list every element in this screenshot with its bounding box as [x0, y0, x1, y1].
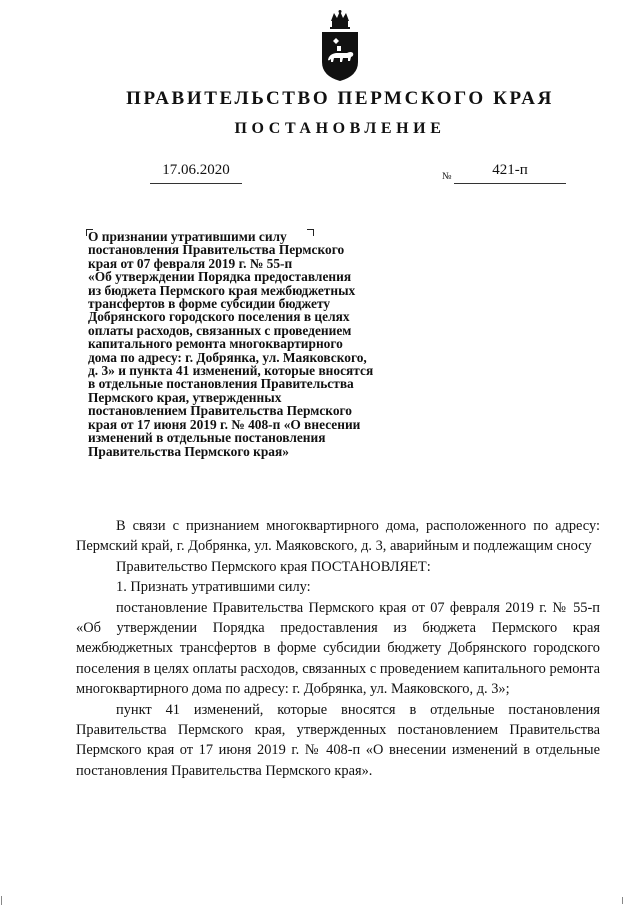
subject-line: края от 17 июня 2019 г. № 408-п «О внесении	[88, 416, 361, 432]
page-edge-mark	[622, 897, 623, 904]
page-edge-mark	[1, 896, 5, 905]
body-paragraph-resolves: Правительство Пермского края ПОСТАНОВЛЯЕТ:	[116, 558, 431, 575]
subject-line: «Об утверждении Порядка предоставления	[88, 269, 352, 285]
document-type: ПОСТАНОВЛЕНИЕ	[234, 120, 446, 137]
subject-line: дома по адресу: г. Добрянка, ул. Маяковского,	[88, 349, 367, 365]
subject-line: капитального ремонта многоквартирного	[88, 336, 343, 352]
document-number: 421-п	[454, 162, 566, 184]
document-subject	[88, 230, 418, 458]
body-paragraph-repealed-clause: пункт 41 изменений, которые вносятся в отдельные постановления Правительства Пермского края, утвержденных постановлением Правительства Пермского края от 17 июня 2019 г. № 408-п «О внесении изменений в отдельные постановления Правительства Пермского края».	[76, 701, 600, 779]
subject-line: д. 3» и пункта 41 изменений, которые вносятся	[88, 363, 374, 379]
document-body	[76, 516, 600, 781]
subject-line: постановления Правительства Пермского	[88, 242, 345, 258]
subject-line: Правительства Пермского края»	[88, 443, 289, 459]
subject-line: Добрянского городского поселения в целях	[88, 309, 350, 325]
subject-line: изменений в отдельные постановления	[88, 430, 326, 446]
subject-line: Пермского края, утвержденных	[88, 389, 282, 405]
subject-line: края от 07 февраля 2019 г. № 55-п	[88, 255, 293, 271]
subject-line: трансфертов в форме субсидии бюджету	[88, 296, 331, 312]
subject-line: из бюджета Пермского края межбюджетных	[88, 282, 356, 298]
number-sign: №	[442, 171, 452, 182]
subject-line: постановлением Правительства Пермского	[88, 403, 352, 419]
document-date: 17.06.2020	[150, 162, 242, 184]
perm-krai-coat-of-arms-icon	[319, 10, 361, 82]
body-paragraph-reason: В связи с признанием многоквартирного дома, расположенного по адресу: Пермский край, г. Добрянка, ул. Маяковского, д. 3, аварийным и подлежащим сносу	[76, 518, 600, 555]
government-title: ПРАВИТЕЛЬСТВО ПЕРМСКОГО КРАЯ	[126, 88, 554, 109]
subject-line: оплаты расходов, связанных с проведением	[88, 322, 352, 338]
subject-line: в отдельные постановления Правительства	[88, 376, 354, 392]
body-paragraph-repealed-resolution: постановление Правительства Пермского края от 07 февраля 2019 г. № 55-п «Об утверждении Порядка предоставления из бюджета Пермского края межбюджетных трансфертов в форме субсидии бюджету Добрянского городского поселения в целях оплаты расходов, связанных с проведением капитального ремонта многоквартирного дома по адресу: г. Добрянка, ул. Маяковского, д. 3»;	[76, 599, 600, 698]
body-paragraph-item-1: 1. Признать утратившими силу:	[116, 579, 311, 596]
subject-line: О признании утратившими силу	[88, 229, 287, 244]
